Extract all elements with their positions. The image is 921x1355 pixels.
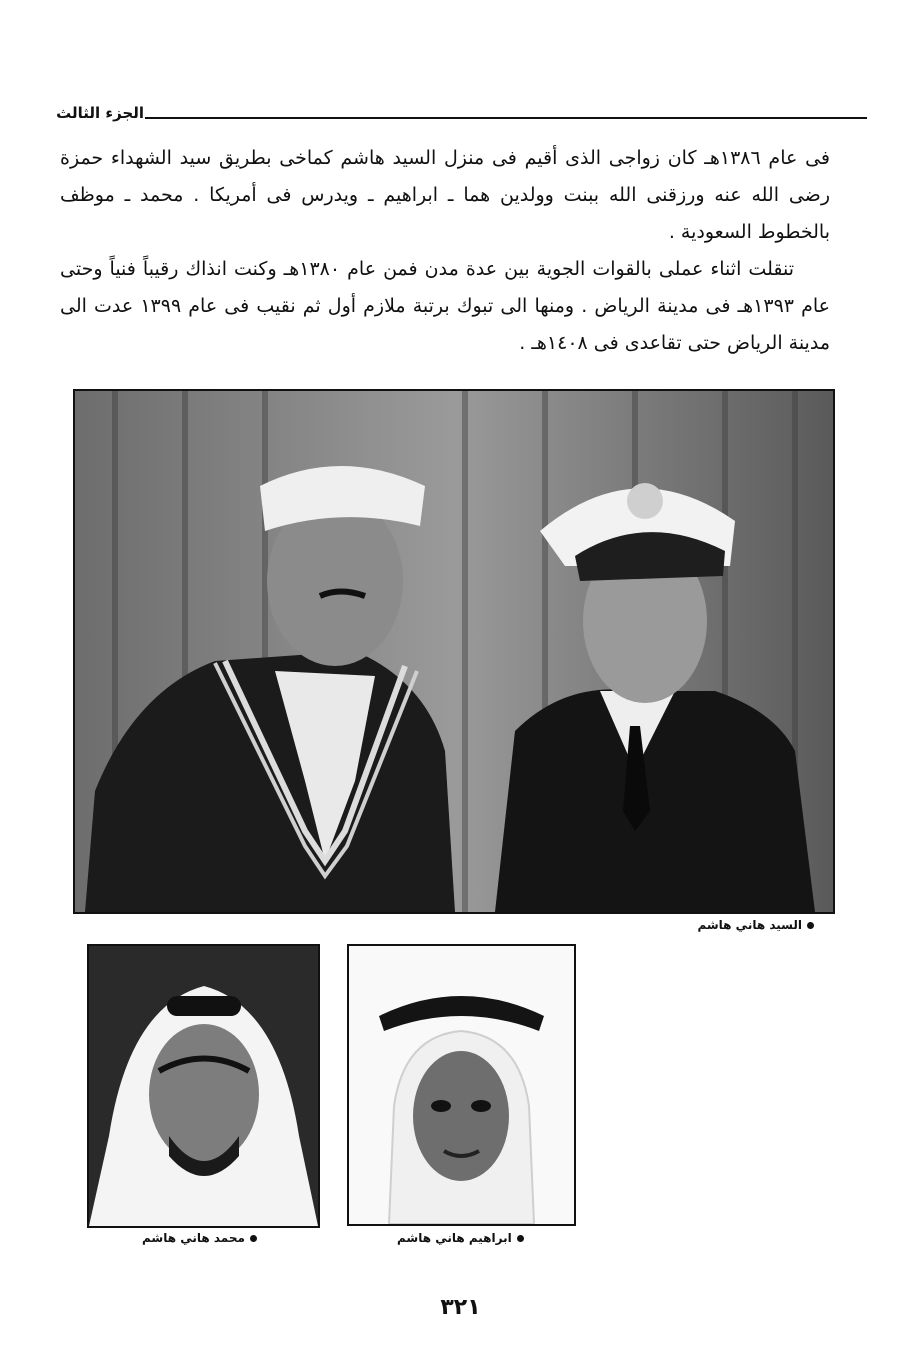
caption-bullet [807, 922, 814, 929]
right-portrait-image [349, 946, 574, 1224]
caption-bullet [250, 1235, 257, 1242]
left-portrait-caption: محمد هاني هاشم [142, 1231, 257, 1245]
body-text [60, 140, 830, 362]
main-photo-caption: السيد هاني هاشم [697, 918, 814, 932]
paragraph-marriage: فى عام ١٣٨٦هـ كان زواجى الذى أقيم فى منزل السيد هاشم كماخى بطريق سيد الشهداء حمزة رضى الله عنه ورزقنى الله ببنت وولدين هما ـ ابراهيم ـ ويدرس فى أمريكا . محمد ـ موظف بالخطوط السعودية . [60, 147, 830, 243]
left-portrait-image [89, 946, 318, 1226]
running-header: الجزء الثالث [56, 104, 144, 122]
main-photo-image [75, 391, 833, 912]
right-portrait [347, 944, 576, 1226]
main-photo [73, 389, 835, 914]
caption-bullet [517, 1235, 524, 1242]
left-portrait [87, 944, 320, 1228]
header-rule [145, 117, 867, 119]
paragraph-career: تنقلت اثناء عملى بالقوات الجوية بين عدة مدن فمن عام ١٣٨٠هـ وكنت انذاك رقيباً فنياً وحتى عام ١٣٩٣هـ فى مدينة الرياض . ومنها الى تبوك برتبة ملازم أول ثم نقيب فى عام ١٣٩٩ عدت الى مدينة الرياض حتى تقاعدى فى ١٤٠٨هـ . [60, 258, 831, 354]
right-portrait-caption: ابراهيم هاني هاشم [397, 1231, 524, 1245]
page-number: ٣٢١ [440, 1295, 481, 1320]
